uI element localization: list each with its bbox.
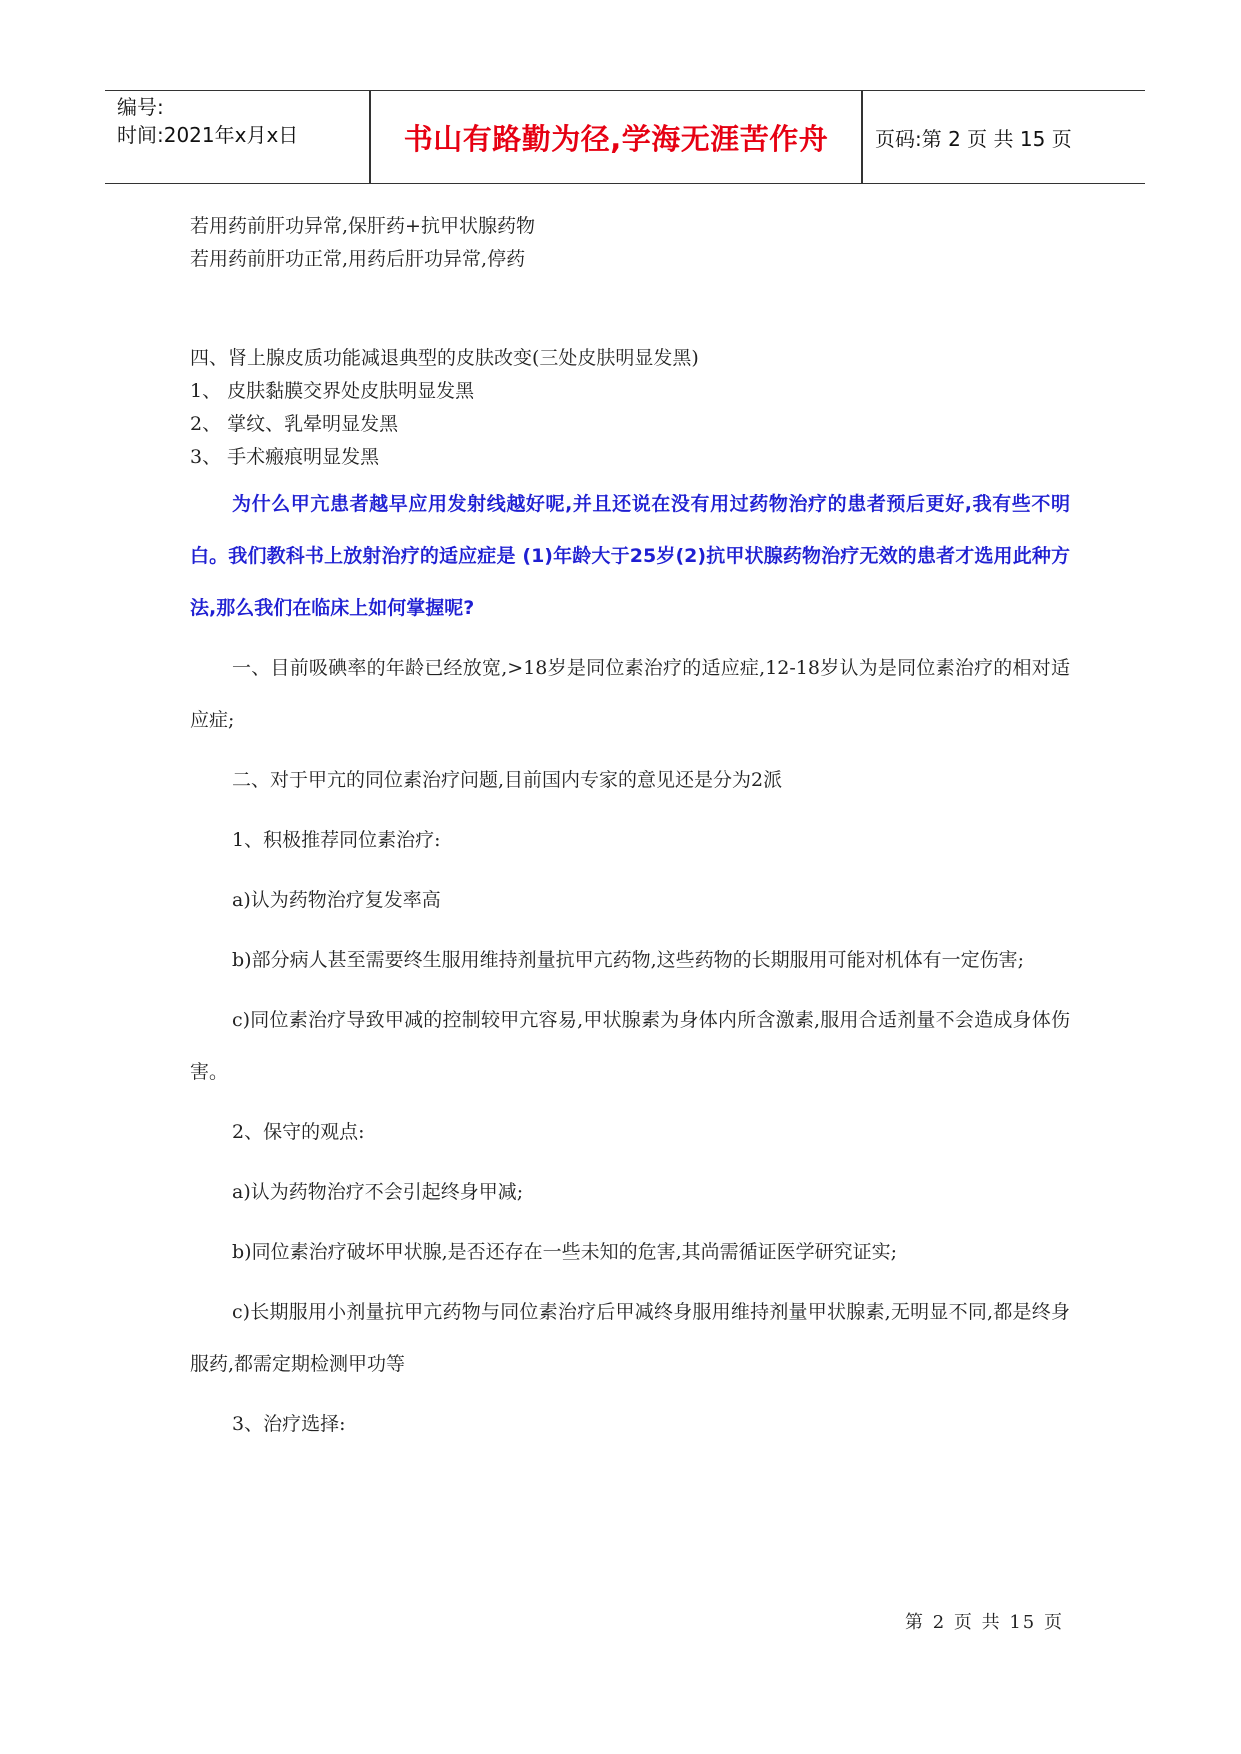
list-item: 1、 皮肤黏膜交界处皮肤明显发黑	[190, 380, 475, 402]
answer-paragraph: 3、治疗选择:	[232, 1413, 346, 1435]
answer-paragraph: 1、积极推荐同位素治疗:	[232, 829, 441, 851]
answer-paragraph: c)同位素治疗导致甲减的控制较甲亢容易,甲状腺素为身体内所含激素,服用合适剂量不会造成身体伤害。	[190, 1009, 1070, 1083]
text-line: 若用药前肝功正常,用药后肝功异常,停药	[190, 248, 526, 270]
header-page-label: 页码:第 2 页 共 15 页	[875, 126, 1072, 151]
header-time-label: 时间:2021年x月x日	[117, 123, 299, 147]
text-line: 若用药前肝功异常,保肝药+抗甲状腺药物	[190, 215, 535, 237]
header-left	[117, 93, 362, 149]
answer-paragraph: 二、对于甲亢的同位素治疗问题,目前国内专家的意见还是分为2派	[232, 769, 783, 791]
page-header	[105, 90, 1145, 184]
question-paragraph: 为什么甲亢患者越早应用发射线越好呢,并且还说在没有用过药物治疗的患者预后更好,我有些不明白。我们教科书上放射治疗的适应症是 (1)年龄大于25岁(2)抗甲状腺药物治疗无效的患者才选用此种方法,那么我们在临床上如何掌握呢?	[190, 493, 1070, 619]
header-divider	[861, 91, 863, 183]
answer-paragraph: b)部分病人甚至需要终生服用维持剂量抗甲亢药物,这些药物的长期服用可能对机体有一定伤害;	[232, 949, 1025, 971]
answer-paragraph: a)认为药物治疗复发率高	[232, 889, 441, 911]
answer-paragraph: 一、目前吸碘率的年龄已经放宽,>18岁是同位素治疗的适应症,12-18岁认为是同位素治疗的相对适应症;	[190, 657, 1070, 731]
page-content	[190, 210, 1070, 1450]
spacer	[190, 276, 1070, 342]
answer-paragraph: 2、保守的观点:	[232, 1121, 365, 1143]
list-item: 2、 掌纹、乳晕明显发黑	[190, 413, 399, 435]
header-number-label: 编号:	[117, 95, 164, 119]
answer-paragraph: b)同位素治疗破坏甲状腺,是否还存在一些未知的危害,其尚需循证医学研究证实;	[232, 1241, 898, 1263]
list-item: 3、 手术瘢痕明显发黑	[190, 446, 380, 468]
header-motto: 书山有路勤为径,学海无涯苦作舟	[403, 121, 829, 156]
answer-paragraph: a)认为药物治疗不会引起终身甲减;	[232, 1181, 524, 1203]
page-footer: 第 2 页 共 15 页	[905, 1612, 1064, 1633]
section-title: 四、肾上腺皮质功能减退典型的皮肤改变(三处皮肤明显发黑)	[190, 347, 699, 369]
answer-paragraph: c)长期服用小剂量抗甲亢药物与同位素治疗后甲减终身服用维持剂量甲状腺素,无明显不同,都是终身服药,都需定期检测甲功等	[190, 1301, 1070, 1375]
